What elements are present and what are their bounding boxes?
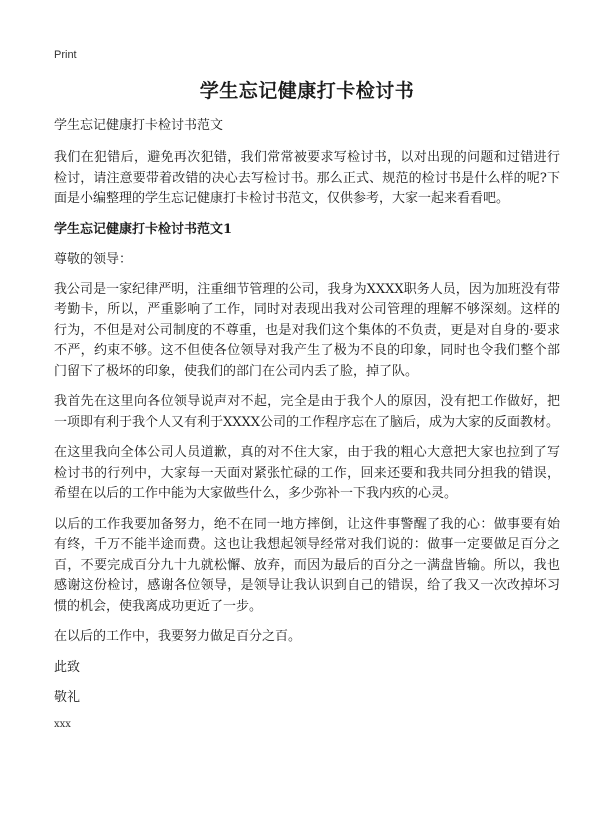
- body-paragraph-3: 在这里我向全体公司人员道歉，真的对不住大家，由于我的粗心大意把大家也拉到了写检讨书的行列中，大家每一天面对紧张忙碌的工作，回来还要和我共同分担我的错误，希望在以后的工作中能为大家做些什么，多少弥补一下我内疚的心灵。: [54, 445, 560, 501]
- intro-paragraph: 我们在犯错后，避免再次犯错，我们常常被要求写检讨书，以对出现的问题和过错进行检讨，请注意要带着改错的决心去写检讨书。那么正式、规范的检讨书是什么样的呢?下面是小编整理的学生忘记健康打卡检讨书范文，仅供参考，大家一起来看看吧。: [54, 150, 560, 206]
- body-paragraph-5: 在以后的工作中，我要努力做足百分之百。: [54, 629, 302, 644]
- body-paragraph-4: 以后的工作我要加备努力，绝不在同一地方摔倒，让这件事警醒了我的心：做事要有始有终，千万不能半途而费。这也让我想起领导经常对我们说的：做事一定要做足百分之百，不要完成百分九十九就松懈、放弃，而因为最后的百分之一满盘皆输。所以，我也感谢这份检讨，感谢各位领导，是领导让我认识到自己的错误，给了我又一次改掉坏习惯的机会，使我离成功更近了一步。: [54, 516, 560, 614]
- signature: xxx: [54, 718, 71, 730]
- closing-line-1: 此致: [54, 659, 81, 675]
- body-paragraph-1: 我公司是一家纪律严明，注重细节管理的公司，我身为XXXX职务人员，因为加班没有带考勤卡，所以，严重影响了工作，同时对表现出我对公司管理的理解不够深刻。这样的行为，不但是对公司制度的不尊重，也是对我们这个集体的不负责，更是对自身的·要求不严，约束不够。这不但使各位领导对我产生了极为不良的印象，同时也令我们整个部门留下了极坏的印象，使我们的部门在公司内丢了脸，掉了队。: [54, 281, 560, 379]
- document-subtitle: 学生忘记健康打卡检讨书范文: [54, 118, 224, 133]
- body-paragraph-2: 我首先在这里向各位领导说声对不起，完全是由于我个人的原因，没有把工作做好，把一项即有利于我个人又有利于XXXX公司的工作程序忘在了脑后，成为大家的反面教材。: [54, 394, 560, 430]
- salutation: 尊敬的领导：: [54, 251, 133, 267]
- print-label[interactable]: Print: [54, 49, 77, 61]
- document-title: 学生忘记健康打卡检讨书: [199, 80, 415, 102]
- section-heading: 学生忘记健康打卡检讨书范文1: [54, 221, 233, 237]
- closing-line-2: 敬礼: [54, 689, 81, 705]
